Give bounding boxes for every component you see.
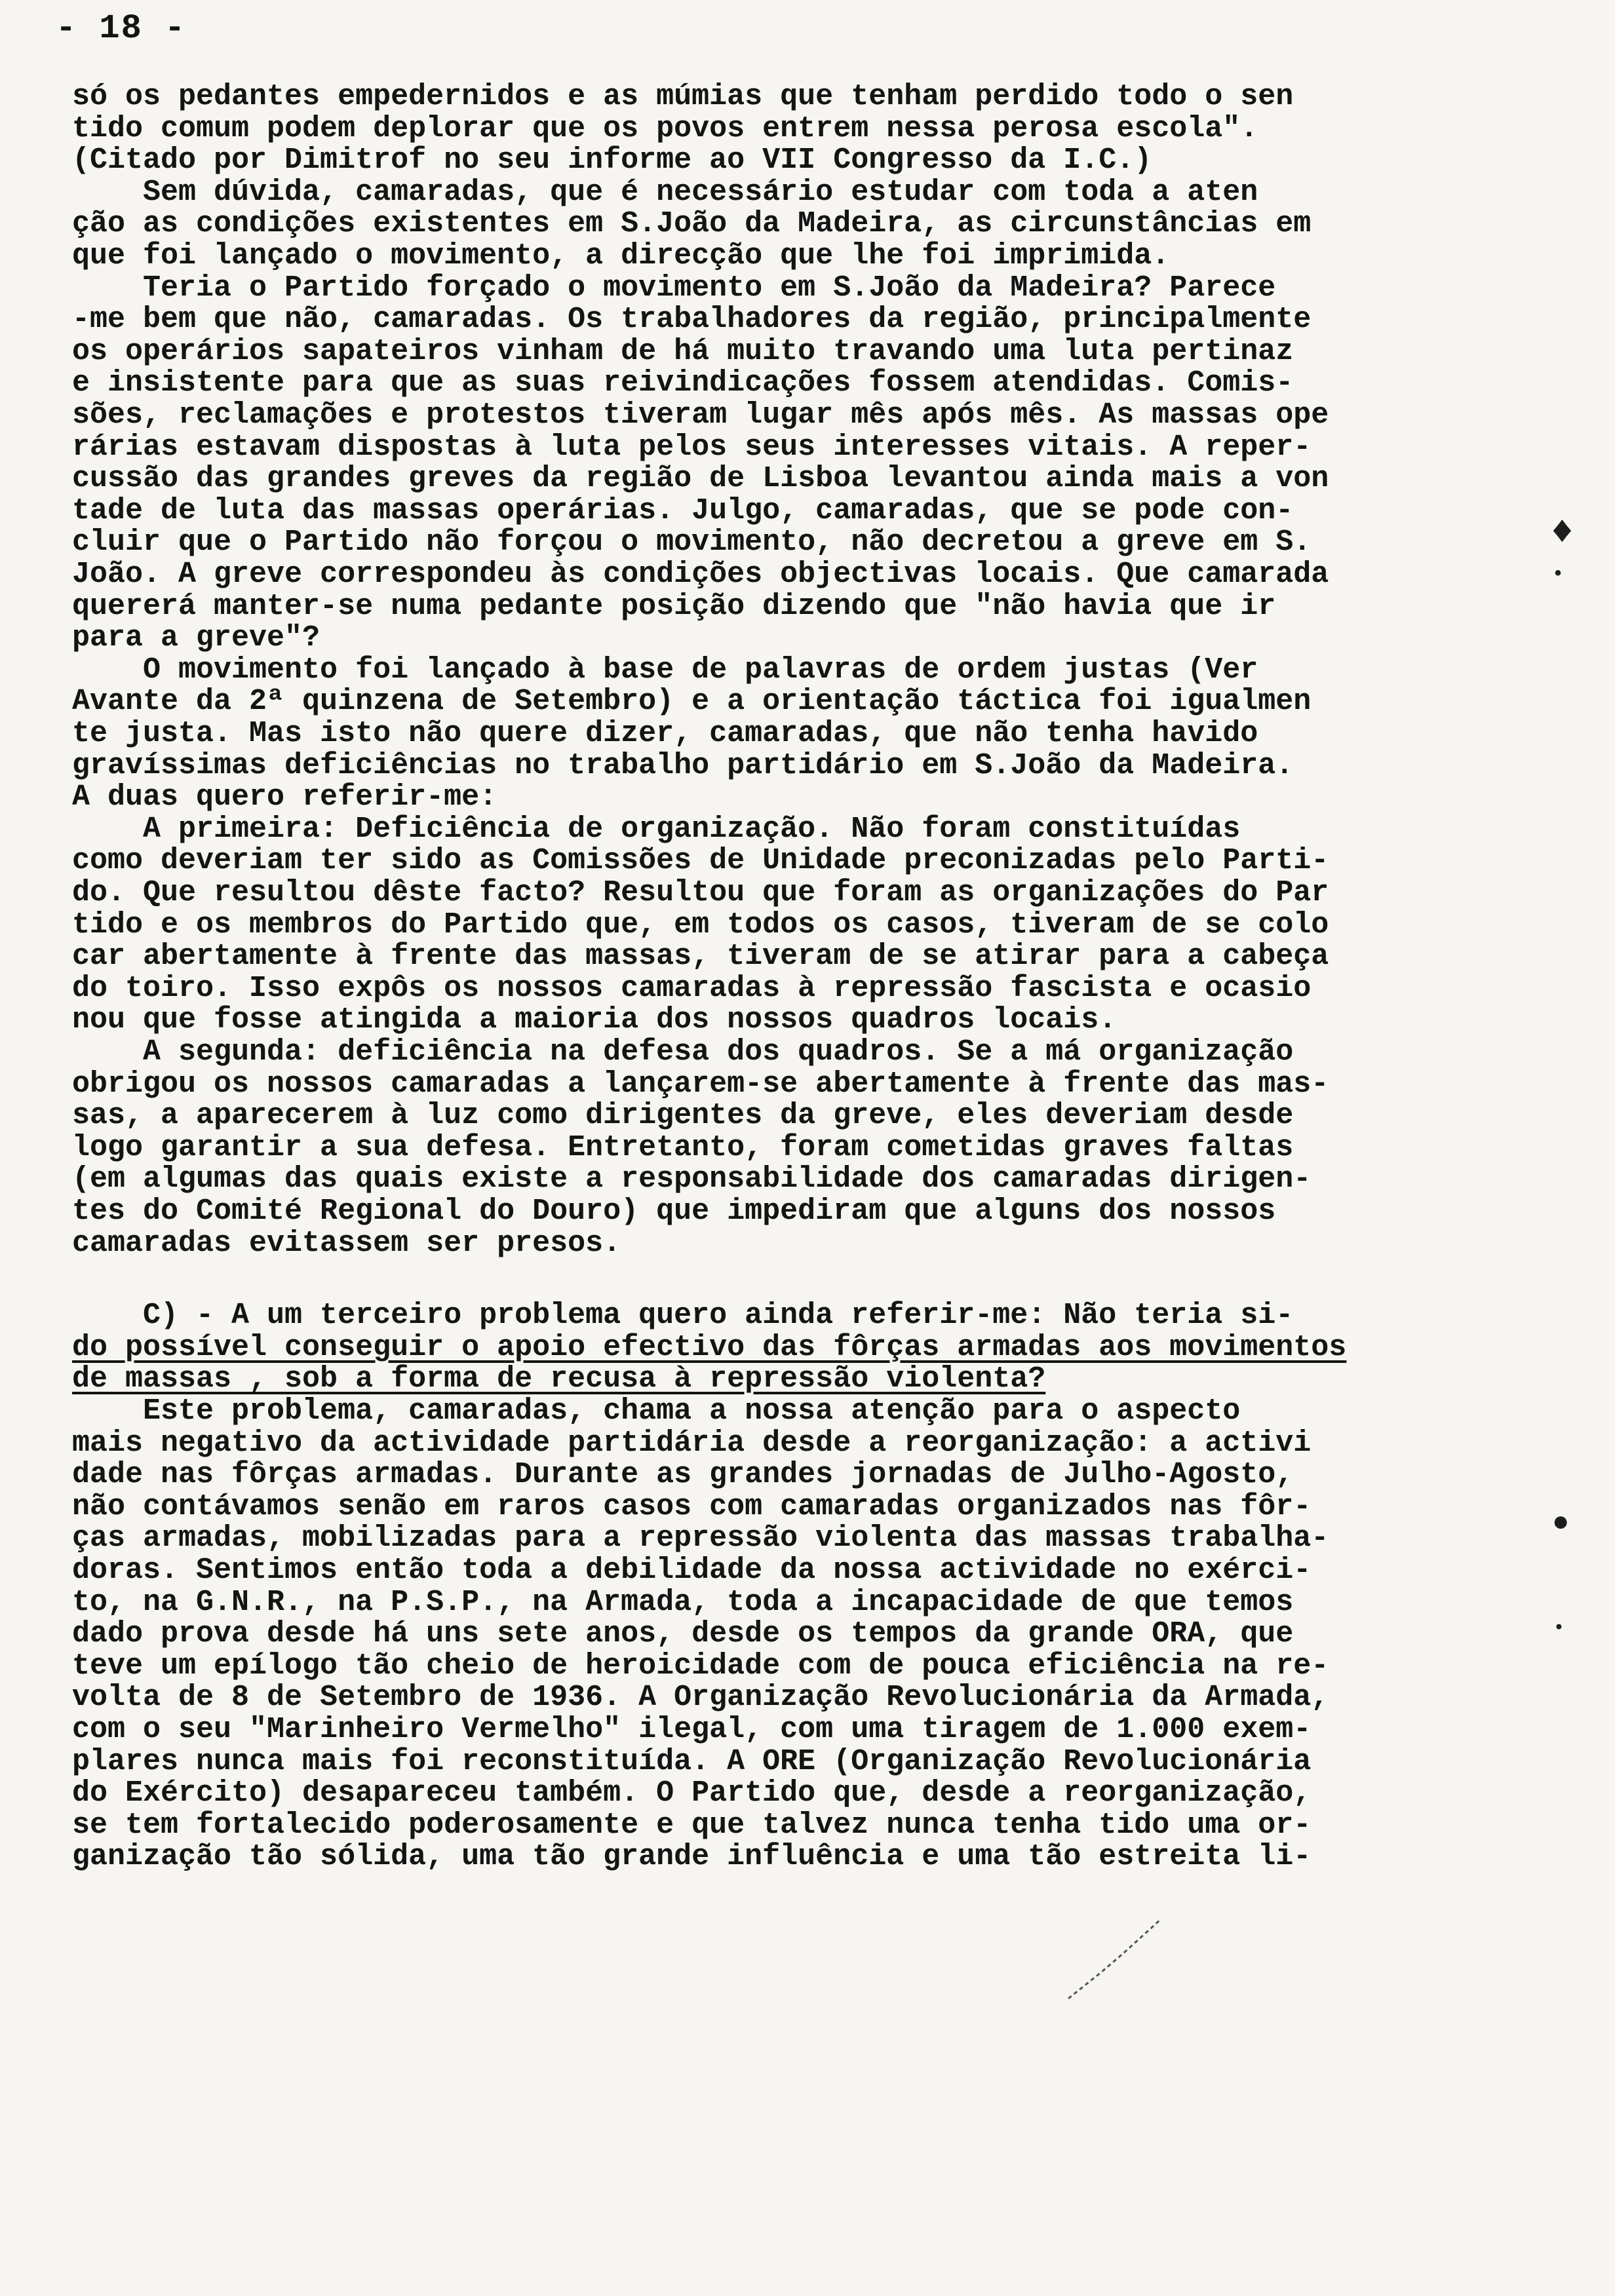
text-line: A duas quero referir-me:	[72, 780, 497, 814]
text-line: doras. Sentimos então toda a debilidade da nossa actividade no exérci-	[72, 1554, 1312, 1587]
margin-ink-dot: •	[1552, 564, 1565, 586]
text-line: (em algumas das quais existe a responsabilidade dos camaradas dirigen-	[72, 1162, 1312, 1196]
text-line: dado prova desde há uns sete anos, desde os tempos da grande ORA, que	[72, 1617, 1294, 1651]
text-line: volta de 8 de Setembro de 1936. A Organização Revolucionária da Armada,	[72, 1681, 1329, 1715]
text-line: (Citado por Dimitrof no seu informe ao VII Congresso da I.C.)	[72, 144, 1152, 178]
text-line: Teria o Partido forçado o movimento em S.João da Madeira? Parece	[72, 271, 1276, 305]
text-line: Avante da 2ª quinzena de Setembro) e a orientação táctica foi igualmen	[72, 685, 1312, 719]
text-line: to, na G.N.R., na P.S.P., na Armada, toda a incapacidade de que temos	[72, 1585, 1294, 1619]
text-line: cussão das grandes greves da região de Lisboa levantou ainda mais a von	[72, 462, 1329, 496]
text-line: logo garantir a sua defesa. Entretanto, foram cometidas graves faltas	[72, 1130, 1294, 1164]
text-line: cluir que o Partido não forçou o movimento, não decretou a greve em S.	[72, 526, 1312, 560]
text-line: -me bem que não, camaradas. Os trabalhadores da região, principalmente	[72, 303, 1312, 337]
text-line: como deveriam ter sido as Comissões de Unidade preconizadas pelo Parti-	[72, 844, 1329, 878]
text-line: teve um epílogo tão cheio de heroicidade com de pouca eficiência na re-	[72, 1649, 1329, 1683]
text-line: que foi lançado o movimento, a direcção que lhe foi imprimida.	[72, 239, 1170, 273]
text-line: te justa. Mas isto não quere dizer, camaradas, que não tenha havido	[72, 717, 1258, 750]
text-line: nou que fosse atingida a maioria dos nossos quadros locais.	[72, 1003, 1117, 1037]
text-line: camaradas evitassem ser presos.	[72, 1226, 621, 1260]
margin-ink-mark: ●	[1552, 1507, 1570, 1540]
text-line: obrigou os nossos camaradas a lançarem-se abertamente à frente das mas-	[72, 1067, 1329, 1101]
text-line: de massas , sob a forma de recusa à repressão violenta?	[72, 1362, 1046, 1396]
text-line: do toiro. Isso expôs os nossos camaradas à repressão fascista e ocasio	[72, 971, 1312, 1005]
page-number: - 18 -	[56, 9, 187, 48]
text-line: do possível conseguir o apoio efectivo das fôrças armadas aos movimentos	[72, 1330, 1347, 1364]
text-line: O movimento foi lançado à base de palavras de ordem justas (Ver	[72, 653, 1258, 687]
margin-ink-mark: ♦	[1551, 511, 1574, 554]
text-line: A primeira: Deficiência de organização. Não foram constituídas	[72, 812, 1241, 846]
text-line: do. Que resultou dêste facto? Resultou que foram as organizações do Par	[72, 876, 1329, 909]
text-line: não contávamos senão em raros casos com camaradas organizados nas fôr-	[72, 1489, 1312, 1523]
text-line: mais negativo da actividade partidária desde a reorganização: a activi	[72, 1426, 1312, 1460]
text-line: só os pedantes empedernidos e as múmias que tenham perdido todo o sen	[72, 80, 1294, 113]
text-line: tade de luta das massas operárias. Julgo, camaradas, que se pode con-	[72, 493, 1294, 527]
text-line: A segunda: deficiência na defesa dos quadros. Se a má organização	[72, 1035, 1294, 1069]
text-line: tido comum podem deplorar que os povos entrem nessa perosa escola".	[72, 111, 1258, 145]
text-line: quererá manter-se numa pedante posição dizendo que "não havia que ir	[72, 589, 1276, 623]
text-line: sas, a aparecerem à luz como dirigentes da greve, eles deveriam desde	[72, 1099, 1294, 1133]
text-line: tido e os membros do Partido que, em todos os casos, tiveram de se colo	[72, 908, 1329, 942]
text-line: Este problema, camaradas, chama a nossa atenção para o aspecto	[72, 1394, 1241, 1428]
text-line: tes do Comité Regional do Douro) que impediram que alguns dos nossos	[72, 1195, 1276, 1228]
text-line: os operários sapateiros vinham de há muito travando uma luta pertinaz	[72, 334, 1294, 368]
text-line: e insistente para que as suas reivindicações fossem atendidas. Comis-	[72, 366, 1294, 400]
text-line: para a greve"?	[72, 621, 321, 655]
text-line: C) - A um terceiro problema quero ainda referir-me: Não teria si-	[72, 1299, 1294, 1333]
text-line: do Exército) desapareceu também. O Partido que, desde a reorganização,	[72, 1776, 1312, 1810]
text-line: plares nunca mais foi reconstituída. A ORE (Organização Revolucionária	[72, 1744, 1312, 1778]
text-line: com o seu "Marinheiro Vermelho" ilegal, com uma tiragem de 1.000 exem-	[72, 1713, 1312, 1746]
text-line: gravíssimas deficiências no trabalho partidário em S.João da Madeira.	[72, 748, 1294, 782]
text-line: se tem fortalecido poderosamente e que talvez nunca tenha tido uma or-	[72, 1808, 1312, 1842]
text-line: ças armadas, mobilizadas para a repressão violenta das massas trabalha-	[72, 1521, 1329, 1556]
text-line: Sem dúvida, camaradas, que é necessário estudar com toda a aten	[72, 175, 1258, 209]
text-line: João. A greve correspondeu às condições objectivas locais. Que camarada	[72, 558, 1329, 591]
text-line: rárias estavam dispostas à luta pelos seus interesses vitais. A reper-	[72, 430, 1312, 464]
text-line: ganização tão sólida, uma tão grande influência e uma tão estreita li-	[72, 1840, 1312, 1874]
text-line: sões, reclamações e protestos tiveram lugar mês após mês. As massas ope	[72, 398, 1329, 432]
text-line: ção as condições existentes em S.João da Madeira, as circunstâncias em	[72, 207, 1312, 241]
margin-ink-dot: •	[1553, 1618, 1565, 1639]
text-line: dade nas fôrças armadas. Durante as grandes jornadas de Julho-Agosto,	[72, 1458, 1294, 1492]
pen-scribble	[1062, 1900, 1167, 2005]
text-line: car abertamente à frente das massas, tiveram de se atirar para a cabeça	[72, 940, 1329, 974]
